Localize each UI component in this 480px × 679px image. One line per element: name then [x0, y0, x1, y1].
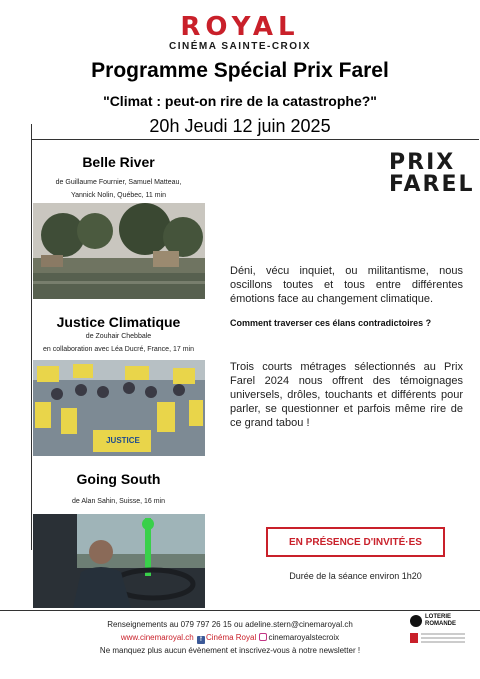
newsletter-line: Ne manquez plus aucun évènement et inscrivez-vous à notre newsletter ! [99, 646, 361, 655]
website-link[interactable]: www.cinemaroyal.ch [120, 633, 194, 642]
film-title-going-south: Going South [76, 471, 161, 487]
prix-farel-logo: PRIX FAREL [389, 150, 475, 197]
film-credits-belle-river: de Guillaume Fournier, Samuel Matteau, Yannick Nolin, Québec, 11 min [55, 179, 182, 199]
film-still-belle-river [33, 203, 205, 299]
film-still-justice-climatique [33, 360, 205, 456]
banner-text: JUSTICE [106, 436, 140, 445]
footer-divider [0, 610, 480, 611]
guest-notice-badge: EN PRÉSENCE D'INVITÉ·ES [266, 527, 445, 557]
instagram-link[interactable]: cinemaroyalstecroix [268, 633, 340, 642]
program-theme: "Climat : peut-on rire de la catastrophe?" [103, 93, 377, 109]
cinema-logo: ROYAL [180, 12, 300, 42]
instagram-icon [259, 633, 267, 641]
film-credits-justice-climatique: de Zouhair Chebbale en collaboration avec Léa Ducré, France, 17 min [43, 333, 194, 353]
social-links [60, 633, 400, 644]
film-credits-going-south: de Alan Sahin, Suisse, 16 min [71, 498, 165, 505]
info-line: Renseignements au 079 797 26 15 ou adeline.stern@cinemaroyal.ch [107, 620, 353, 629]
canton-logo [410, 633, 472, 643]
facebook-icon: f [197, 636, 205, 644]
facebook-link[interactable]: Cinéma Royal [205, 633, 257, 642]
film-still-going-south [33, 514, 205, 608]
loterie-romande-logo: LOTERIE ROMANDE [410, 614, 472, 643]
question-text: Comment traverser ces élans contradictoires ? [230, 318, 432, 328]
program-title: Programme Spécial Prix Farel [91, 59, 389, 82]
session-duration: Durée de la séance environ 1h20 [289, 571, 422, 581]
loterie-circle-icon [410, 615, 422, 627]
cinema-subtitle: CINÉMA SAINTE-CROIX [168, 41, 312, 52]
film-title-justice-climatique: Justice Climatique [56, 314, 181, 330]
shield-icon [410, 633, 418, 643]
film-title-belle-river: Belle River [82, 154, 155, 170]
description-paragraph: Trois courts métrages sélectionnés au Prix Farel 2024 nous offrent des témoignages universels, drôles, touchants et différents pour parler, se questionner et parfois même rire de ce grand tabou ! [230, 361, 463, 429]
frame-horizontal-line [31, 139, 479, 140]
event-datetime: 20h Jeudi 12 juin 2025 [149, 116, 331, 136]
intro-paragraph: Déni, vécu inquiet, ou militantisme, nous oscillons toutes et tous entre différentes émotions face au changement climatique. [230, 265, 463, 305]
